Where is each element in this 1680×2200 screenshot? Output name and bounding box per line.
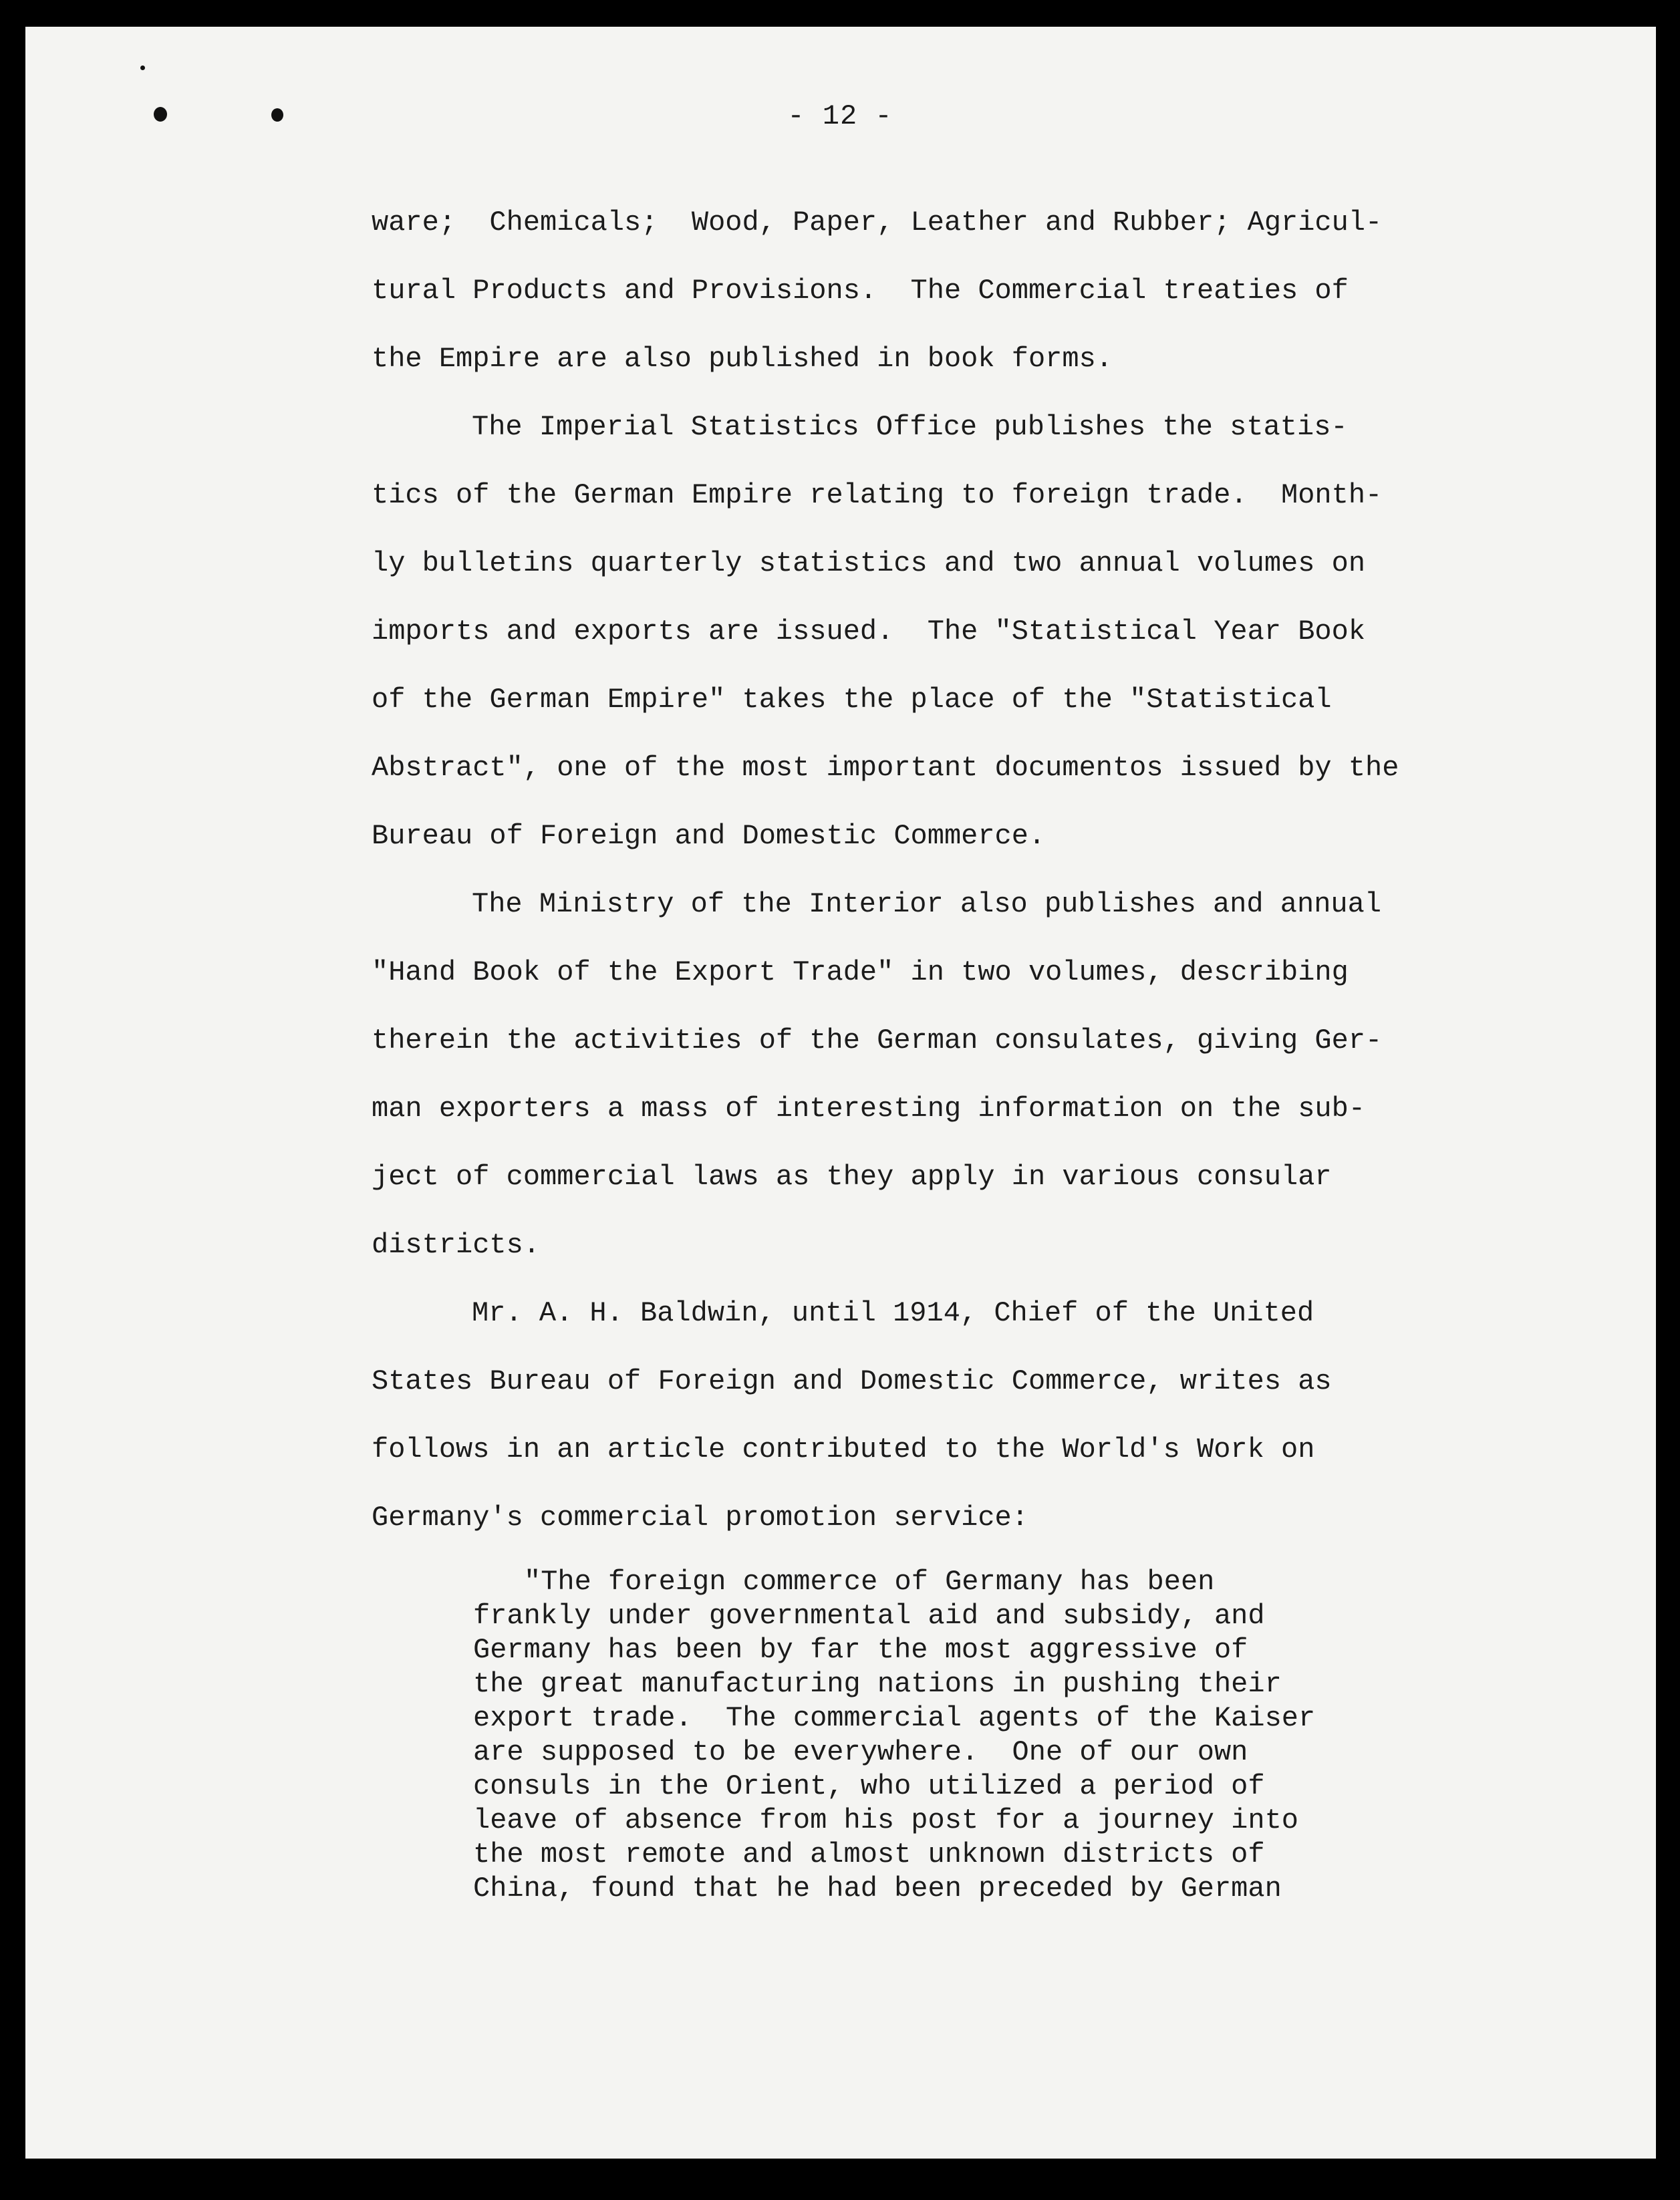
- body-line: man exporters a mass of interesting information on the sub-: [372, 1093, 1366, 1125]
- body-line: ly bulletins quarterly statistics and two annual volumes on: [372, 547, 1366, 579]
- body-line: The Imperial Statistics Office publishes the statis-: [472, 411, 1348, 443]
- body-line: of the German Empire" takes the place of the "Statistical: [372, 684, 1332, 716]
- body-line: "Hand Book of the Export Trade" in two volumes, describing: [372, 956, 1349, 988]
- quote-line: export trade. The commercial agents of the Kaiser: [473, 1702, 1316, 1734]
- body-line: therein the activities of the German consulates, giving Ger-: [372, 1024, 1383, 1057]
- quote-line: are supposed to be everywhere. One of our own: [473, 1736, 1248, 1768]
- body-line: Mr. A. H. Baldwin, until 1914, Chief of the United: [472, 1297, 1314, 1329]
- quote-line: consuls in the Orient, who utilized a period of: [473, 1770, 1265, 1802]
- quote-line: frankly under governmental aid and subsidy, and: [473, 1600, 1265, 1632]
- quote-line: China, found that he had been preceded by German: [473, 1873, 1282, 1905]
- quote-line: leave of absence from his post for a journey into: [473, 1804, 1299, 1836]
- body-line: tural Products and Provisions. The Commercial treaties of: [372, 275, 1349, 307]
- body-line: The Ministry of the Interior also publishes and annual: [472, 888, 1382, 920]
- quote-line: Germany has been by far the most aggressive of: [473, 1634, 1248, 1666]
- body-line: ware; Chemicals; Wood, Paper, Leather and Rubber; Agricul-: [372, 207, 1383, 239]
- body-line: follows in an article contributed to the World's Work on: [372, 1433, 1315, 1466]
- body-line: imports and exports are issued. The "Statistical Year Book: [372, 615, 1366, 648]
- quote-line: the most remote and almost unknown districts of: [473, 1838, 1265, 1871]
- body-line: the Empire are also published in book forms.: [372, 343, 1113, 375]
- quote-line: "The foreign commerce of Germany has been: [524, 1566, 1215, 1598]
- body-line: ject of commercial laws as they apply in various consular: [372, 1161, 1332, 1193]
- block-quote: [473, 1565, 1342, 1906]
- body-line: States Bureau of Foreign and Domestic Commerce, writes as: [372, 1365, 1332, 1397]
- page-number: - 12 -: [787, 100, 893, 132]
- body-line: Abstract", one of the most important documentos issued by the: [372, 752, 1399, 784]
- body-line: Germany's commercial promotion service:: [372, 1502, 1028, 1534]
- body-line: tics of the German Empire relating to foreign trade. Month-: [372, 479, 1383, 511]
- scan-border: [0, 2165, 1680, 2200]
- quote-line: the great manufacturing nations in pushing their: [473, 1668, 1282, 1700]
- body-line: districts.: [372, 1229, 541, 1261]
- body-line: Bureau of Foreign and Domestic Commerce.: [372, 820, 1046, 852]
- ink-speck: [140, 65, 145, 70]
